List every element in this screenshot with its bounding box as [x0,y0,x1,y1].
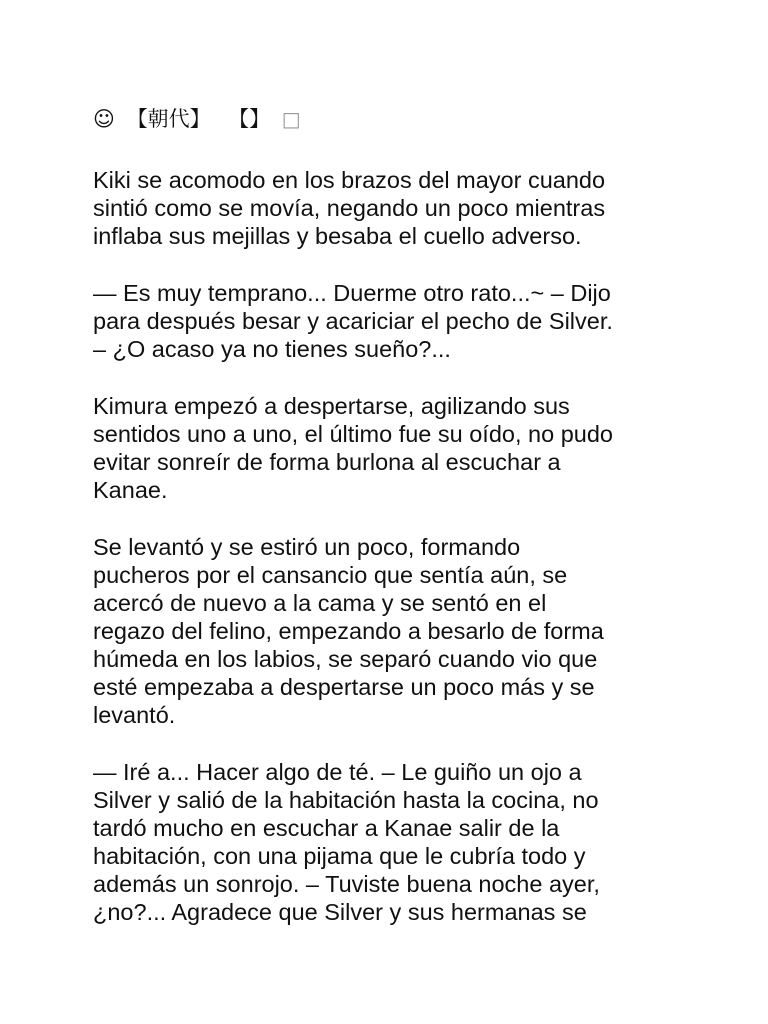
box-icon: □ [281,107,301,131]
paragraph-2 [93,279,693,363]
text-line: – ¿O acaso ya no tienes sueño?... [93,336,451,362]
text-line: para después besar y acariciar el pecho de Silver. [93,308,613,334]
text-line: Kiki se acomodo en los brazos del mayor cuando [93,167,606,193]
paragraph-4 [93,533,693,729]
text-line: — Iré a... Hacer algo de té. – Le guiño un ojo a [93,759,582,785]
text-line: esté empezaba a despertarse un poco más y se [93,674,595,700]
text-line: húmeda en los labios, se separó cuando vio que [93,646,598,672]
smiley-icon: ☺ [93,107,115,131]
text-line: inflaba sus mejillas y besaba el cuello adverso. [93,223,582,249]
text-line: acercó de nuevo a la cama y se sentó en el [93,590,547,616]
text-line: sintió como se movía, negando un poco mientras [93,195,606,221]
text-line: además un sonrojo. – Tuviste buena noche ayer, [93,871,600,897]
empty-bracket: 【】 [228,107,271,131]
text-line: Kimura empezó a despertarse, agilizando sus [93,393,570,419]
text-line: habitación, con una pijama que le cubría todo y [93,843,586,869]
paragraph-3 [93,392,693,504]
text-line: regazo del felino, empezando a besarlo de forma [93,618,604,644]
text-line: evitar sonreír de forma burlona al escuchar a [93,449,561,475]
text-line: ¿no?... Agradece que Silver y sus hermanas se [93,899,587,925]
text-line: sentidos uno a uno, el último fue su oído, no pudo [93,421,613,447]
paragraph-1 [93,166,693,250]
document-page [93,102,693,955]
text-line: tardó mucho en escuchar a Kanae salir de la [93,815,560,841]
text-line: — Es muy temprano... Duerme otro rato...~ – Dijo [93,280,611,306]
title-bracket: 【朝代】 [126,107,211,131]
text-line: Kanae. [93,477,168,503]
text-line: Se levantó y se estiró un poco, formando [93,534,521,560]
text-line: Silver y salió de la habitación hasta la cocina, no [93,787,599,813]
paragraph-5 [93,758,693,926]
text-line: pucheros por el cansancio que sentía aún, se [93,562,568,588]
document-header [93,102,693,136]
text-line: levantó. [93,702,176,728]
